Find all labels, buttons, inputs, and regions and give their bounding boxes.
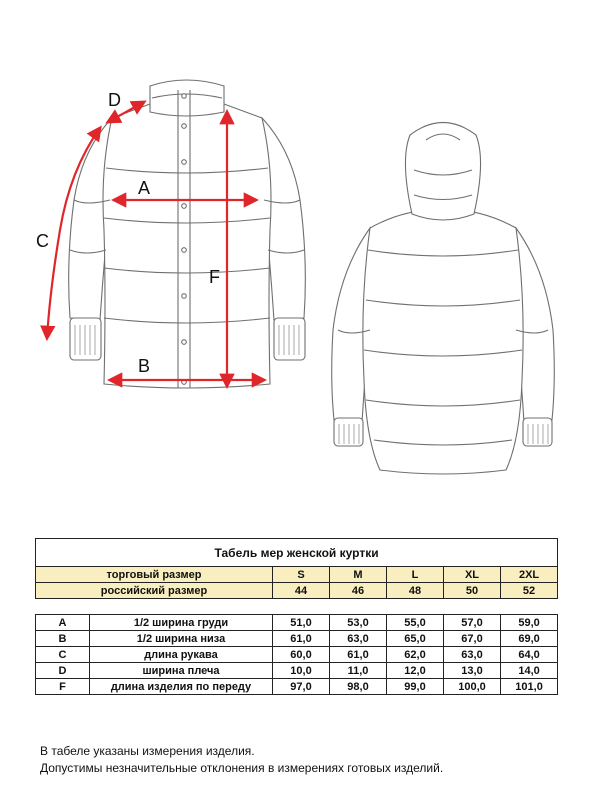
measure-code: A xyxy=(36,615,90,631)
measure-value: 61,0 xyxy=(330,647,387,663)
measure-value: 60,0 xyxy=(273,647,330,663)
measure-value: 62,0 xyxy=(387,647,444,663)
size-header: M xyxy=(330,567,387,583)
russian-size-row xyxy=(36,583,558,599)
table-row xyxy=(36,679,558,695)
russian-size: 44 xyxy=(273,583,330,599)
jacket-back-view xyxy=(332,123,555,475)
note-line: Допустимы незначительные отклонения в измерениях готовых изделий. xyxy=(40,761,444,775)
measure-value: 101,0 xyxy=(501,679,558,695)
measure-code: C xyxy=(36,647,90,663)
measure-value: 100,0 xyxy=(444,679,501,695)
table-title: Табель мер женской куртки xyxy=(36,539,558,567)
russian-size: 52 xyxy=(501,583,558,599)
note-line: В табеле указаны измерения изделия. xyxy=(40,744,255,758)
measure-value: 99,0 xyxy=(387,679,444,695)
measure-code: B xyxy=(36,631,90,647)
measure-name: длина изделия по переду xyxy=(90,679,273,695)
russian-size: 48 xyxy=(387,583,444,599)
dim-label-c: C xyxy=(36,231,49,251)
dim-label-b: B xyxy=(138,356,151,376)
notes xyxy=(40,743,443,777)
trade-size-row xyxy=(36,567,558,583)
dim-label-f: F xyxy=(209,267,220,287)
measure-value: 65,0 xyxy=(387,631,444,647)
measure-value: 69,0 xyxy=(501,631,558,647)
table-spacer xyxy=(36,599,558,615)
size-chart-table xyxy=(35,538,558,695)
russian-size-label: российский размер xyxy=(36,583,273,599)
size-header: XL xyxy=(444,567,501,583)
measure-value: 14,0 xyxy=(501,663,558,679)
measure-name: ширина плеча xyxy=(90,663,273,679)
measure-code: D xyxy=(36,663,90,679)
measure-value: 67,0 xyxy=(444,631,501,647)
measure-value: 51,0 xyxy=(273,615,330,631)
measure-value: 63,0 xyxy=(330,631,387,647)
trade-size-label: торговый размер xyxy=(36,567,273,583)
measure-value: 53,0 xyxy=(330,615,387,631)
russian-size: 50 xyxy=(444,583,501,599)
measure-name: длина рукава xyxy=(90,647,273,663)
measure-name: 1/2 ширина груди xyxy=(90,615,273,631)
russian-size: 46 xyxy=(330,583,387,599)
measure-value: 10,0 xyxy=(273,663,330,679)
measure-name: 1/2 ширина низа xyxy=(90,631,273,647)
table-row xyxy=(36,631,558,647)
dim-label-d: D xyxy=(108,90,121,110)
measure-value: 13,0 xyxy=(444,663,501,679)
measure-value: 59,0 xyxy=(501,615,558,631)
measure-value: 12,0 xyxy=(387,663,444,679)
size-header: L xyxy=(387,567,444,583)
measure-value: 11,0 xyxy=(330,663,387,679)
measure-value: 63,0 xyxy=(444,647,501,663)
dim-label-a: A xyxy=(138,178,151,198)
jacket-front-view xyxy=(69,80,306,388)
measure-value: 97,0 xyxy=(273,679,330,695)
measure-value: 64,0 xyxy=(501,647,558,663)
measure-value: 98,0 xyxy=(330,679,387,695)
table-row xyxy=(36,615,558,631)
table-row xyxy=(36,647,558,663)
measure-value: 57,0 xyxy=(444,615,501,631)
measure-value: 61,0 xyxy=(273,631,330,647)
measure-code: F xyxy=(36,679,90,695)
size-header: 2XL xyxy=(501,567,558,583)
table-row xyxy=(36,663,558,679)
size-header: S xyxy=(273,567,330,583)
measure-value: 55,0 xyxy=(387,615,444,631)
